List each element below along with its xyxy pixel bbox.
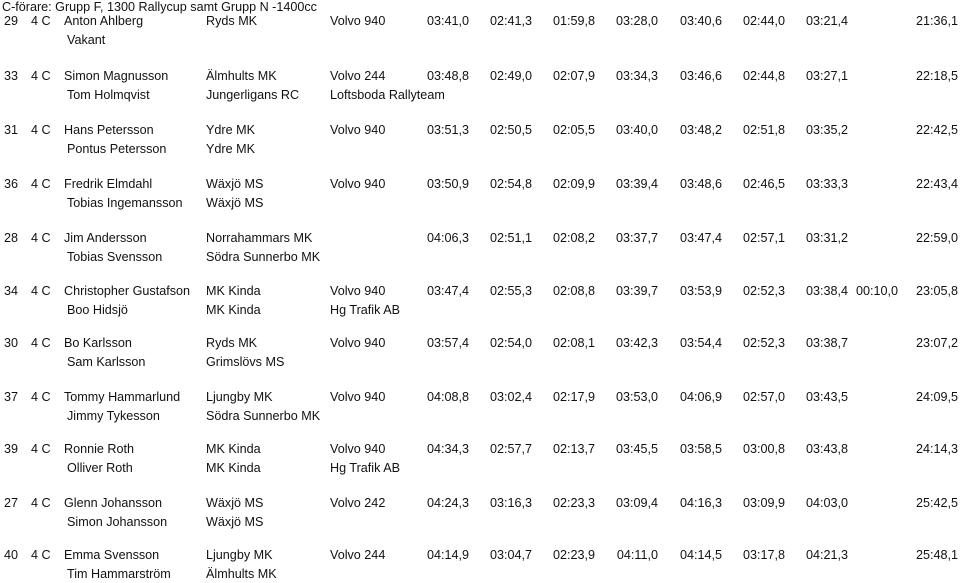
position-number: 36 [4, 177, 19, 191]
split-time: 02:08,2 [552, 231, 595, 245]
split-time: 03:45,5 [615, 442, 658, 456]
codriver-name: Vakant [67, 33, 106, 47]
driver-club: Ryds MK [206, 336, 258, 350]
driver-name: Emma Svensson [64, 548, 160, 562]
split-time: 03:39,7 [615, 284, 658, 298]
codriver-club: Älmhults MK [206, 567, 277, 581]
driver-club: Wäxjö MS [206, 496, 264, 510]
split-time: 02:57,7 [489, 442, 532, 456]
split-time: 03:53,9 [679, 284, 722, 298]
split-time: 02:51,8 [742, 123, 785, 137]
split-time: 03:09,9 [742, 496, 785, 510]
total-time: 25:48,1 [915, 548, 958, 562]
split-time: 02:51,1 [489, 231, 532, 245]
codriver-row [0, 86, 960, 104]
split-time: 02:54,8 [489, 177, 532, 191]
split-time: 02:13,7 [552, 442, 595, 456]
split-time: 03:16,3 [489, 496, 532, 510]
split-time: 04:24,3 [426, 496, 469, 510]
split-time: 02:57,1 [742, 231, 785, 245]
split-time: 02:54,0 [489, 336, 532, 350]
split-time: 03:00,8 [742, 442, 785, 456]
split-time: 03:48,8 [426, 69, 469, 83]
penalty-time: 00:10,0 [855, 284, 898, 298]
split-time: 03:48,2 [679, 123, 722, 137]
codriver-row [0, 565, 960, 583]
table-row [0, 334, 960, 352]
class-label: 4 C [31, 548, 51, 562]
total-time: 23:07,2 [915, 336, 958, 350]
table-row [0, 494, 960, 512]
split-time: 03:04,7 [489, 548, 532, 562]
codriver-name: Tobias Ingemansson [67, 196, 183, 210]
codriver-club: Södra Sunnerbo MK [206, 250, 321, 264]
split-time: 04:11,0 [616, 548, 658, 562]
codriver-club: Jungerligans RC [206, 88, 300, 102]
split-time: 03:28,0 [615, 14, 658, 28]
class-label: 4 C [31, 390, 51, 404]
table-row [0, 282, 960, 300]
total-time: 22:43,4 [915, 177, 958, 191]
table-row [0, 175, 960, 193]
split-time: 02:05,5 [552, 123, 595, 137]
class-label: 4 C [31, 442, 51, 456]
split-time: 02:23,3 [552, 496, 595, 510]
table-row [0, 440, 960, 458]
split-time: 04:06,3 [426, 231, 469, 245]
table-row [0, 67, 960, 85]
split-time: 03:53,0 [615, 390, 658, 404]
split-time: 01:59,8 [552, 14, 595, 28]
car-model: Volvo 940 [330, 336, 386, 350]
split-time: 03:41,0 [426, 14, 469, 28]
class-label: 4 C [31, 14, 51, 28]
class-label: 4 C [31, 177, 51, 191]
table-row [0, 12, 960, 30]
class-label: 4 C [31, 123, 51, 137]
codriver-club: Wäxjö MS [206, 515, 264, 529]
codriver-club: Ydre MK [206, 142, 255, 156]
total-time: 24:09,5 [915, 390, 958, 404]
split-time: 03:35,2 [805, 123, 848, 137]
split-time: 03:02,4 [489, 390, 532, 404]
codriver-name: Tom Holmqvist [67, 88, 150, 102]
split-time: 03:43,8 [805, 442, 848, 456]
team-name: Hg Trafik AB [330, 303, 400, 317]
total-time: 24:14,3 [915, 442, 958, 456]
driver-club: Ydre MK [206, 123, 255, 137]
driver-club: Älmhults MK [206, 69, 277, 83]
split-time: 03:47,4 [426, 284, 469, 298]
codriver-row [0, 353, 960, 371]
total-time: 25:42,5 [915, 496, 958, 510]
driver-name: Hans Petersson [64, 123, 154, 137]
class-label: 4 C [31, 496, 51, 510]
driver-club: Norrahammars MK [206, 231, 313, 245]
table-row [0, 229, 960, 247]
split-time: 03:57,4 [426, 336, 469, 350]
split-time: 02:09,9 [552, 177, 595, 191]
split-time: 02:08,8 [552, 284, 595, 298]
driver-club: Ryds MK [206, 14, 258, 28]
position-number: 31 [4, 123, 19, 137]
codriver-row [0, 459, 960, 477]
table-row [0, 121, 960, 139]
codriver-club: MK Kinda [206, 303, 261, 317]
total-time: 22:18,5 [915, 69, 958, 83]
split-time: 03:38,4 [805, 284, 848, 298]
codriver-row [0, 301, 960, 319]
split-time: 03:37,7 [615, 231, 658, 245]
split-time: 02:52,3 [742, 336, 785, 350]
driver-club: MK Kinda [206, 284, 261, 298]
split-time: 03:46,6 [679, 69, 722, 83]
codriver-row [0, 513, 960, 531]
split-time: 04:03,0 [805, 496, 848, 510]
split-time: 02:44,0 [742, 14, 785, 28]
table-row [0, 388, 960, 406]
driver-club: Ljungby MK [206, 548, 273, 562]
split-time: 03:47,4 [679, 231, 722, 245]
split-time: 03:58,5 [679, 442, 722, 456]
codriver-club: Wäxjö MS [206, 196, 264, 210]
position-number: 40 [4, 548, 19, 562]
codriver-name: Sam Karlsson [67, 355, 146, 369]
car-model: Volvo 940 [330, 177, 386, 191]
split-time: 04:16,3 [679, 496, 722, 510]
split-time: 02:57,0 [742, 390, 785, 404]
codriver-club: Södra Sunnerbo MK [206, 409, 321, 423]
split-time: 02:55,3 [489, 284, 532, 298]
position-number: 39 [4, 442, 19, 456]
driver-name: Christopher Gustafson [64, 284, 190, 298]
codriver-name: Boo Hidsjö [67, 303, 128, 317]
driver-name: Anton Ahlberg [64, 14, 144, 28]
codriver-row [0, 407, 960, 425]
codriver-name: Tobias Svensson [67, 250, 163, 264]
driver-name: Tommy Hammarlund [64, 390, 181, 404]
codriver-row [0, 248, 960, 266]
position-number: 33 [4, 69, 19, 83]
split-time: 03:48,6 [679, 177, 722, 191]
codriver-club: Grimslövs MS [206, 355, 285, 369]
split-time: 04:08,8 [426, 390, 469, 404]
page-title: C-förare: Grupp F, 1300 Rallycup samt Grupp N -1400cc [2, 0, 317, 14]
total-time: 21:36,1 [915, 14, 958, 28]
car-model: Volvo 242 [330, 496, 386, 510]
codriver-name: Simon Johansson [67, 515, 168, 529]
split-time: 02:46,5 [742, 177, 785, 191]
split-time: 03:34,3 [615, 69, 658, 83]
total-time: 23:05,8 [915, 284, 958, 298]
split-time: 02:07,9 [552, 69, 595, 83]
position-number: 34 [4, 284, 19, 298]
split-time: 02:52,3 [742, 284, 785, 298]
split-time: 03:50,9 [426, 177, 469, 191]
split-time: 04:14,5 [679, 548, 722, 562]
driver-club: Ljungby MK [206, 390, 273, 404]
split-time: 03:33,3 [805, 177, 848, 191]
car-model: Volvo 940 [330, 390, 386, 404]
driver-name: Simon Magnusson [64, 69, 169, 83]
split-time: 02:49,0 [489, 69, 532, 83]
split-time: 03:17,8 [742, 548, 785, 562]
split-time: 04:21,3 [805, 548, 848, 562]
car-model: Volvo 940 [330, 14, 386, 28]
split-time: 03:09,4 [615, 496, 658, 510]
team-name: Loftsboda Rallyteam [330, 88, 445, 102]
codriver-name: Pontus Petersson [67, 142, 167, 156]
codriver-row [0, 140, 960, 158]
split-time: 04:34,3 [426, 442, 469, 456]
position-number: 37 [4, 390, 19, 404]
split-time: 02:50,5 [489, 123, 532, 137]
driver-name: Ronnie Roth [64, 442, 135, 456]
split-time: 04:06,9 [679, 390, 722, 404]
split-time: 03:27,1 [805, 69, 848, 83]
split-time: 03:39,4 [615, 177, 658, 191]
class-label: 4 C [31, 284, 51, 298]
split-time: 04:14,9 [426, 548, 469, 562]
codriver-name: Jimmy Tykesson [67, 409, 160, 423]
driver-club: Wäxjö MS [206, 177, 264, 191]
position-number: 30 [4, 336, 19, 350]
split-time: 03:51,3 [426, 123, 469, 137]
position-number: 28 [4, 231, 19, 245]
driver-name: Fredrik Elmdahl [64, 177, 153, 191]
car-model: Volvo 940 [330, 123, 386, 137]
driver-club: MK Kinda [206, 442, 261, 456]
position-number: 27 [4, 496, 19, 510]
split-time: 02:23,9 [552, 548, 595, 562]
driver-name: Jim Andersson [64, 231, 147, 245]
total-time: 22:59,0 [915, 231, 958, 245]
table-row [0, 546, 960, 564]
car-model: Volvo 244 [330, 69, 386, 83]
car-model: Volvo 940 [330, 442, 386, 456]
split-time: 02:08,1 [552, 336, 595, 350]
car-model: Volvo 940 [330, 284, 386, 298]
total-time: 22:42,5 [915, 123, 958, 137]
split-time: 03:54,4 [679, 336, 722, 350]
codriver-row [0, 31, 960, 49]
position-number: 29 [4, 14, 19, 28]
codriver-name: Tim Hammarström [67, 567, 171, 581]
split-time: 02:17,9 [552, 390, 595, 404]
class-label: 4 C [31, 231, 51, 245]
codriver-name: Olliver Roth [67, 461, 133, 475]
codriver-club: MK Kinda [206, 461, 261, 475]
class-label: 4 C [31, 69, 51, 83]
split-time: 02:41,3 [489, 14, 532, 28]
team-name: Hg Trafik AB [330, 461, 400, 475]
car-model: Volvo 244 [330, 548, 386, 562]
split-time: 03:40,0 [615, 123, 658, 137]
split-time: 03:21,4 [805, 14, 848, 28]
split-time: 03:31,2 [805, 231, 848, 245]
driver-name: Glenn Johansson [64, 496, 163, 510]
split-time: 03:40,6 [679, 14, 722, 28]
split-time: 02:44,8 [742, 69, 785, 83]
split-time: 03:43,5 [805, 390, 848, 404]
driver-name: Bo Karlsson [64, 336, 132, 350]
codriver-row [0, 194, 960, 212]
class-label: 4 C [31, 336, 51, 350]
split-time: 03:42,3 [615, 336, 658, 350]
split-time: 03:38,7 [805, 336, 848, 350]
